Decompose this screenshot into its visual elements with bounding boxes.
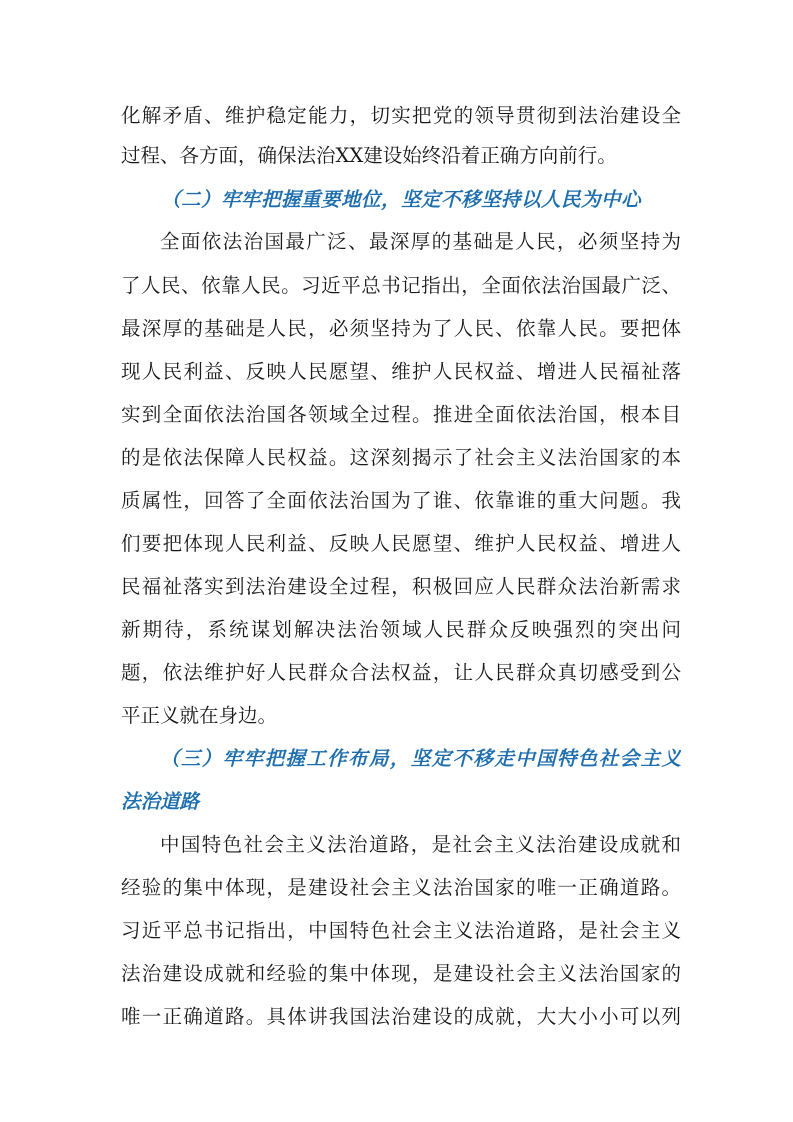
paragraph-line: 过程、各方面，确保法治XX建设始终沿着正确方向前行。 (121, 144, 617, 167)
paragraph-line: 题，依法维护好人民群众合法权益，让人民群众真切感受到公 (121, 661, 681, 684)
paragraph-line: 的是依法保障人民权益。这深刻揭示了社会主义法治国家的本 (121, 446, 681, 469)
section-heading-3-continued: 法治道路 (121, 790, 200, 813)
paragraph-line: 唯一正确道路。具体讲我国法治建设的成就，大大小小可以列 (121, 1005, 681, 1028)
paragraph-line: 化解矛盾、维护稳定能力，切实把党的领导贯彻到法治建设全 (121, 104, 681, 127)
paragraph-line: 们要把体现人民利益、反映人民愿望、维护人民权益、增进人 (121, 532, 681, 555)
paragraph-line: 现人民利益、反映人民愿望、维护人民权益、增进人民福祉落 (121, 360, 681, 383)
paragraph-line: 质属性，回答了全面依法治国为了谁、依靠谁的重大问题。我 (121, 489, 681, 512)
paragraph-line: 习近平总书记指出，中国特色社会主义法治道路，是社会主义 (121, 919, 681, 942)
paragraph-line: 民福祉落实到法治建设全过程，积极回应人民群众法治新需求 (121, 575, 681, 598)
paragraph-line: 新期待，系统谋划解决法治领域人民群众反映强烈的突出问 (121, 618, 681, 641)
paragraph-line: 全面依法治国最广泛、最深厚的基础是人民，必须坚持为 (160, 230, 681, 253)
paragraph-line: 经验的集中体现，是建设社会主义法治国家的唯一正确道路。 (121, 876, 681, 899)
section-heading-2: （二）牢牢把握重要地位，坚定不移坚持以人民为中心 (160, 188, 641, 211)
paragraph-line: 法治建设成就和经验的集中体现，是建设社会主义法治国家的 (121, 962, 681, 985)
section-heading-3: （三）牢牢把握工作布局，坚定不移走中国特色社会主义 (160, 747, 681, 770)
paragraph-line: 最深厚的基础是人民，必须坚持为了人民、依靠人民。要把体 (121, 317, 681, 340)
paragraph-line: 了人民、依靠人民。习近平总书记指出，全面依法治国最广泛、 (121, 274, 681, 297)
paragraph-line: 平正义就在身边。 (121, 704, 278, 727)
paragraph-line: 中国特色社会主义法治道路，是社会主义法治建设成就和 (160, 833, 681, 856)
paragraph-line: 实到全面依法治国各领域全过程。推进全面依法治国，根本目 (121, 403, 681, 426)
